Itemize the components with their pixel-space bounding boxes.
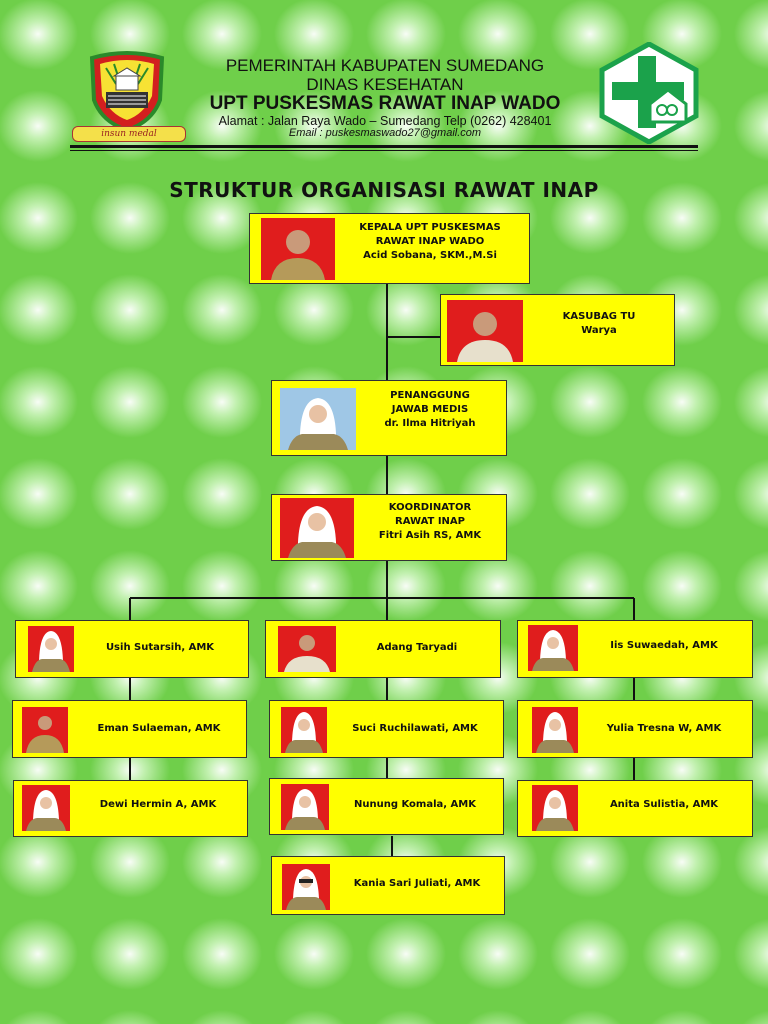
role-line-2: RAWAT INAP — [395, 516, 465, 527]
person-name: Warya — [581, 325, 617, 336]
node-staff — [269, 700, 504, 758]
node-staff — [12, 700, 247, 758]
header-rule-thick — [70, 145, 698, 148]
photo-avatar — [528, 625, 578, 671]
person-name: Acid Sobana, SKM.,M.Si — [363, 250, 497, 261]
photo-avatar — [280, 498, 354, 558]
header-rule-thin — [70, 150, 698, 151]
node-staff — [271, 856, 505, 915]
role-line-2: RAWAT INAP WADO — [375, 236, 485, 247]
node-staff — [269, 778, 504, 835]
letterhead — [0, 0, 768, 160]
node-staff — [265, 620, 501, 678]
photo-avatar — [532, 707, 578, 753]
node-koordinator-rawat-inap — [271, 494, 507, 561]
photo-avatar — [282, 864, 330, 910]
person-name: Nunung Komala, AMK — [354, 799, 476, 810]
photo-avatar — [278, 626, 336, 672]
header-institution: UPT PUSKESMAS RAWAT INAP WADO — [209, 93, 561, 114]
person-name: Usih Sutarsih, AMK — [105, 642, 215, 653]
role-line-1: PENANGGUNG — [390, 390, 470, 401]
node-staff — [517, 780, 753, 837]
node-penanggung-jawab-medis — [271, 380, 507, 456]
node-kepala — [249, 213, 530, 284]
photo-avatar — [22, 785, 70, 831]
person-name: Dewi Hermin A, AMK — [99, 799, 217, 810]
person-name: Kania Sari Juliati, AMK — [353, 878, 481, 889]
person-name: Anita Sulistia, AMK — [609, 799, 719, 810]
photo-avatar — [447, 300, 523, 362]
person-name: Suci Ruchilawati, AMK — [352, 723, 478, 734]
header-email: Email : puskesmaswado27@gmail.com — [288, 127, 482, 139]
person-name: Eman Sulaeman, AMK — [97, 723, 221, 734]
person-name: Iis Suwaedah, AMK — [610, 640, 718, 651]
photo-avatar — [22, 707, 68, 753]
puskesmas-logo — [598, 42, 700, 144]
role-line: KASUBAG TU — [562, 311, 636, 322]
node-staff — [517, 620, 753, 678]
role-line-1: KEPALA UPT PUSKESMAS — [359, 222, 501, 233]
person-name: dr. Ilma Hitriyah — [384, 418, 476, 429]
photo-avatar — [532, 785, 578, 831]
regency-motto-banner: insun medal — [72, 126, 186, 142]
role-line-1: KOORDINATOR — [388, 502, 472, 513]
header-address: Alamat : Jalan Raya Wado – Sumedang Telp (0262) 428401 — [218, 114, 552, 128]
node-staff — [517, 700, 753, 758]
header-department: DINAS KESEHATAN — [306, 75, 464, 94]
photo-avatar — [281, 784, 329, 830]
node-staff — [13, 780, 248, 837]
person-name: Adang Taryadi — [376, 642, 458, 653]
photo-avatar — [280, 388, 356, 450]
person-name: Yulia Tresna W, AMK — [606, 723, 722, 734]
node-kasubag-tu — [440, 294, 675, 366]
sumedang-regency-emblem — [86, 50, 168, 132]
person-name: Fitri Asih RS, AMK — [378, 530, 482, 541]
photo-avatar — [281, 707, 327, 753]
node-staff — [15, 620, 249, 678]
header-government: PEMERINTAH KABUPATEN SUMEDANG — [225, 56, 545, 75]
photo-avatar — [261, 218, 335, 280]
photo-avatar — [28, 626, 74, 672]
role-line-2: JAWAB MEDIS — [391, 404, 469, 415]
chart-title: STRUKTUR ORGANISASI RAWAT INAP — [169, 178, 599, 202]
